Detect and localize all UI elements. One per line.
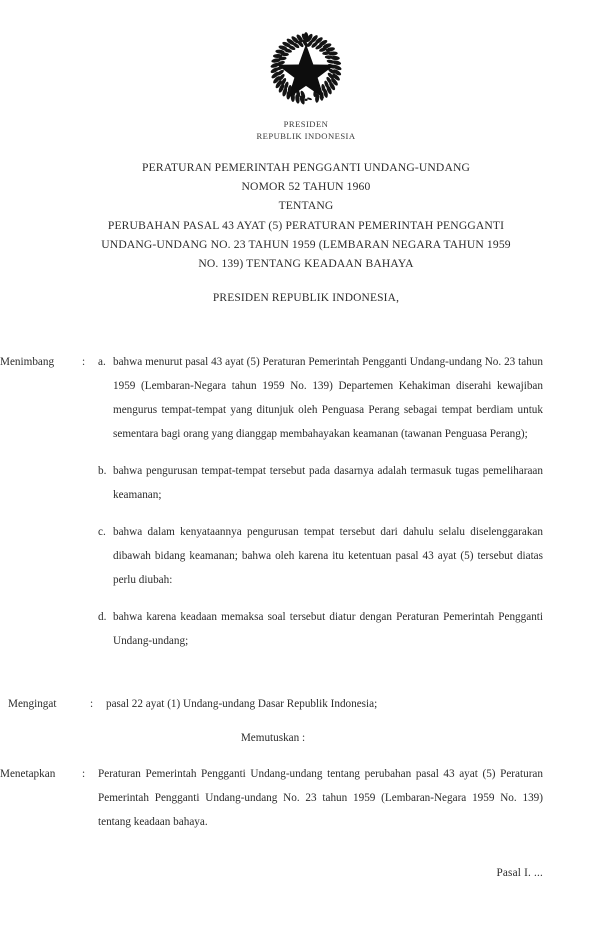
document-title xyxy=(36,158,576,273)
emblem-caption-line-2: REPUBLIK INDONESIA xyxy=(256,130,356,141)
list-item-text: bahwa karena keadaan memaksa soal tersebut diatur dengan Peraturan Pemerintah Pengganti Undang-undang; xyxy=(113,611,543,647)
emblem-header xyxy=(0,30,612,142)
title-line: PERATURAN PEMERINTAH PENGGANTI UNDANG-UNDANG xyxy=(141,161,471,174)
emblem-caption xyxy=(0,119,612,142)
title-line: NO. 139) TENTANG KEADAAN BAHAYA xyxy=(198,257,414,271)
list-item-text: bahwa dalam kenyataannya pengurusan tempat tersebut dari dahulu selalu diselenggarakan dibawah bidang keamanan; bahwa oleh karena itu ketentuan pasal 43 ayat (5) tersebut diatas perlu diubah: xyxy=(113,526,543,586)
menetapkan-label: Menetapkan xyxy=(0,768,56,780)
menetapkan-text: Peraturan Pemerintah Pengganti Undang-undang tentang perubahan pasal 43 ayat (5) Peraturan Pemerintah Pengganti Undang-undang No. 23 tahun 1959 (Lembaran-Negara 1959 No. 139) tentang keadaan bahaya. xyxy=(98,768,543,828)
title-line: UNDANG-UNDANG NO. 23 TAHUN 1959 (LEMBARAN NEGARA TAHUN 1959 xyxy=(101,237,511,251)
continuation-note: Pasal I. ... xyxy=(496,867,543,879)
legal-basis-section xyxy=(0,692,612,716)
emblem-caption-line-1: PRESIDEN xyxy=(283,119,329,129)
memutuskan-heading: Memutuskan : xyxy=(240,732,306,744)
list-item-marker: b. xyxy=(98,465,107,477)
menetapkan-body xyxy=(98,762,612,834)
list-item xyxy=(98,459,543,507)
mengingat-body xyxy=(106,692,612,716)
title-line: NOMOR 52 TAHUN 1960 xyxy=(241,180,371,194)
list-item-text: bahwa pengurusan tempat-tempat tersebut pada dasarnya adalah termasuk tugas pemeliharaan keamanan; xyxy=(113,465,543,501)
list-item xyxy=(98,520,543,592)
menetapkan-clause xyxy=(0,762,612,834)
list-item-marker: a. xyxy=(98,356,106,368)
title-line: TENTANG xyxy=(278,199,334,213)
menimbang-colon: : xyxy=(82,356,86,368)
indonesia-presidential-star-wreath-emblem xyxy=(267,30,345,108)
menimbang-items xyxy=(98,350,612,653)
mengingat-text: pasal 22 ayat (1) Undang-undang Dasar Republik Indonesia; xyxy=(106,698,378,710)
document-subtitle xyxy=(36,290,576,306)
list-item xyxy=(98,350,543,446)
menimbang-label: Menimbang xyxy=(0,356,55,368)
title-line: PERUBAHAN PASAL 43 AYAT (5) PERATURAN PEMERINTAH PENGGANTI xyxy=(107,218,505,232)
list-item-text: bahwa menurut pasal 43 ayat (5) Peraturan Pemerintah Pengganti Undang-undang No. 23 tahun 1959 (Lembaran-Negara tahun 1959 No. 139) Departemen Kehakiman diserahi kewajiban mengurus tempat-tempat yang ditunjuk oleh Penguasa Perang sebagai tempat berdiam untuk sementara bagi orang yang dianggap membahayakan keamanan (tawanan Penguasa Perang); xyxy=(113,356,543,440)
menetapkan-colon: : xyxy=(82,768,86,780)
menimbang-clause xyxy=(0,350,612,653)
mengingat-clause xyxy=(0,692,612,716)
enactment-section xyxy=(0,762,612,834)
list-item-marker: d. xyxy=(98,611,107,623)
mengingat-colon: : xyxy=(90,698,94,710)
considerations-section xyxy=(0,350,612,653)
mengingat-label: Mengingat xyxy=(8,698,57,710)
list-item-marker: c. xyxy=(98,526,106,538)
subtitle-text: PRESIDEN REPUBLIK INDONESIA, xyxy=(212,292,400,304)
list-item xyxy=(98,605,543,653)
